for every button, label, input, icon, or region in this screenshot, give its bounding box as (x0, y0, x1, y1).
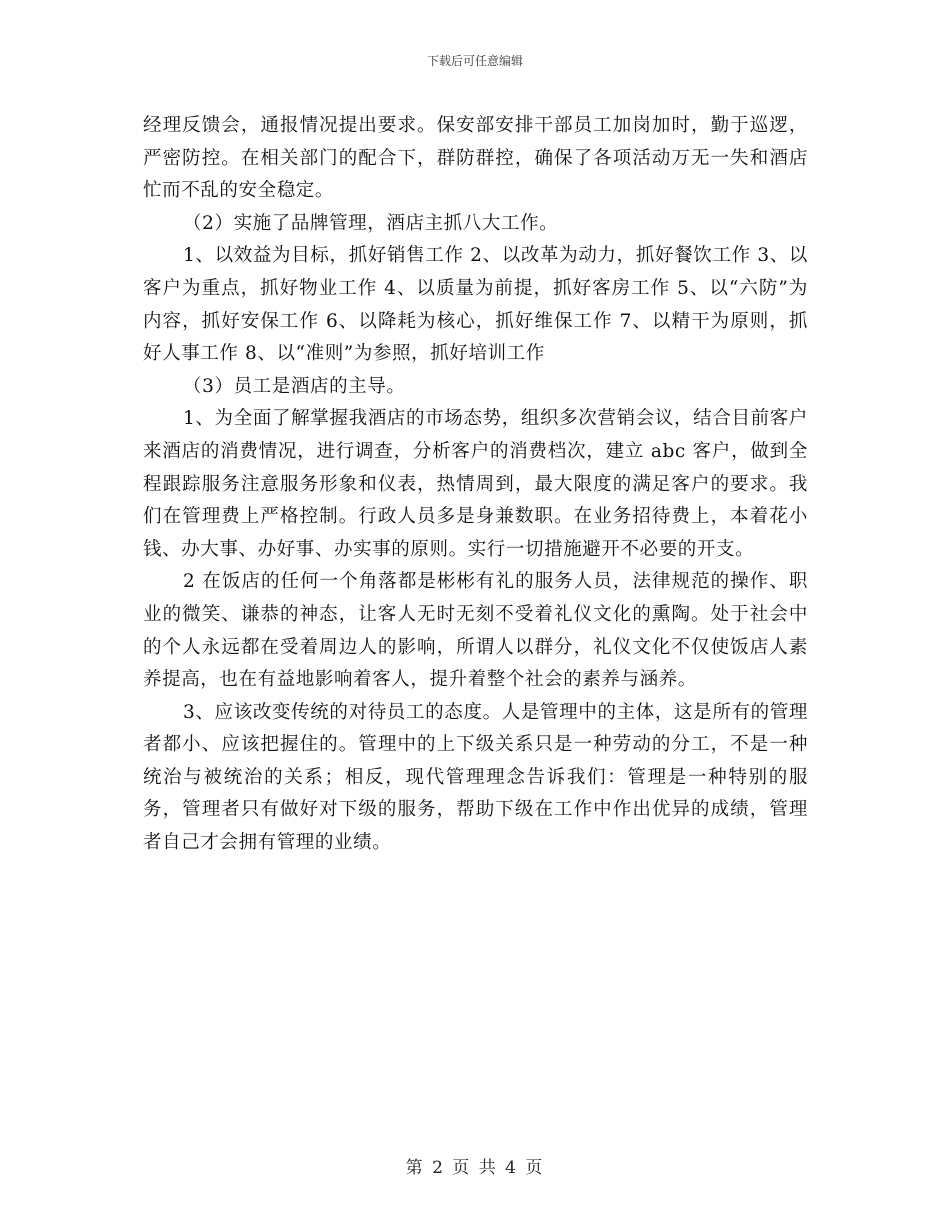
paragraph-4: （3）员工是酒店的主导。 (183, 375, 406, 397)
paragraph-5: 1、为全面了解掌握我酒店的市场态势，组织多次营销会议，结合目前客户来酒店的消费情况，进行调查，分析客户的消费档次，建立 abc 客户，做到全程跟踪服务注意服务形象和仪表，热情周到，最大限度的满足客户的要求。我们在管理费上严格控制。行政人员多是身兼数职。在业务招待费上，本着花小钱、办大事、办好事、办实事的原则。实行一切措施避开不必要的开支。 (143, 408, 808, 560)
document-body (143, 110, 808, 860)
paragraph-6: 2 在饭店的任何一个角落都是彬彬有礼的服务人员，法律规范的操作、职业的微笑、谦恭的神态，让客人无时无刻不受着礼仪文化的熏陶。处于社会中的个人永远都在受着周边人的影响，所谓人以群分，礼仪文化不仅使饭店人素养提高，也在有益地影响着客人，提升着整个社会的素养与涵养。 (143, 571, 808, 691)
paragraph-3: 1、以效益为目标，抓好销售工作 2、以改革为动力，抓好餐饮工作 3、以客户为重点，抓好物业工作 4、以质量为前提，抓好客房工作 5、以“六防”为内容，抓好安保工作 6、以降耗为核心，抓好维保工作 7、以精干为原则，抓好人事工作 8、以“准则”为参照，抓好培训工作 (143, 245, 808, 365)
page-footer: 第 2 页 共 4 页 (405, 1158, 545, 1178)
page-header: 下载后可任意编辑 (426, 54, 523, 68)
paragraph-1: 经理反馈会，通报情况提出要求。保安部安排干部员工加岗加时，勤于巡逻，严密防控。在相关部门的配合下，群防群控，确保了各项活动万无一失和酒店忙而不乱的安全稳定。 (143, 115, 808, 202)
paragraph-7: 3、应该改变传统的对待员工的态度。人是管理中的主体，这是所有的管理者都小、应该把握住的。管理中的上下级关系只是一种劳动的分工，不是一种统治与被统治的关系；相反，现代管理理念告诉我们：管理是一种特别的服务，管理者只有做好对下级的服务，帮助下级在工作中作出优异的成绩，管理者自己才会拥有管理的业绩。 (143, 701, 808, 854)
paragraph-2: （2）实施了品牌管理，酒店主抓八大工作。 (183, 212, 559, 234)
